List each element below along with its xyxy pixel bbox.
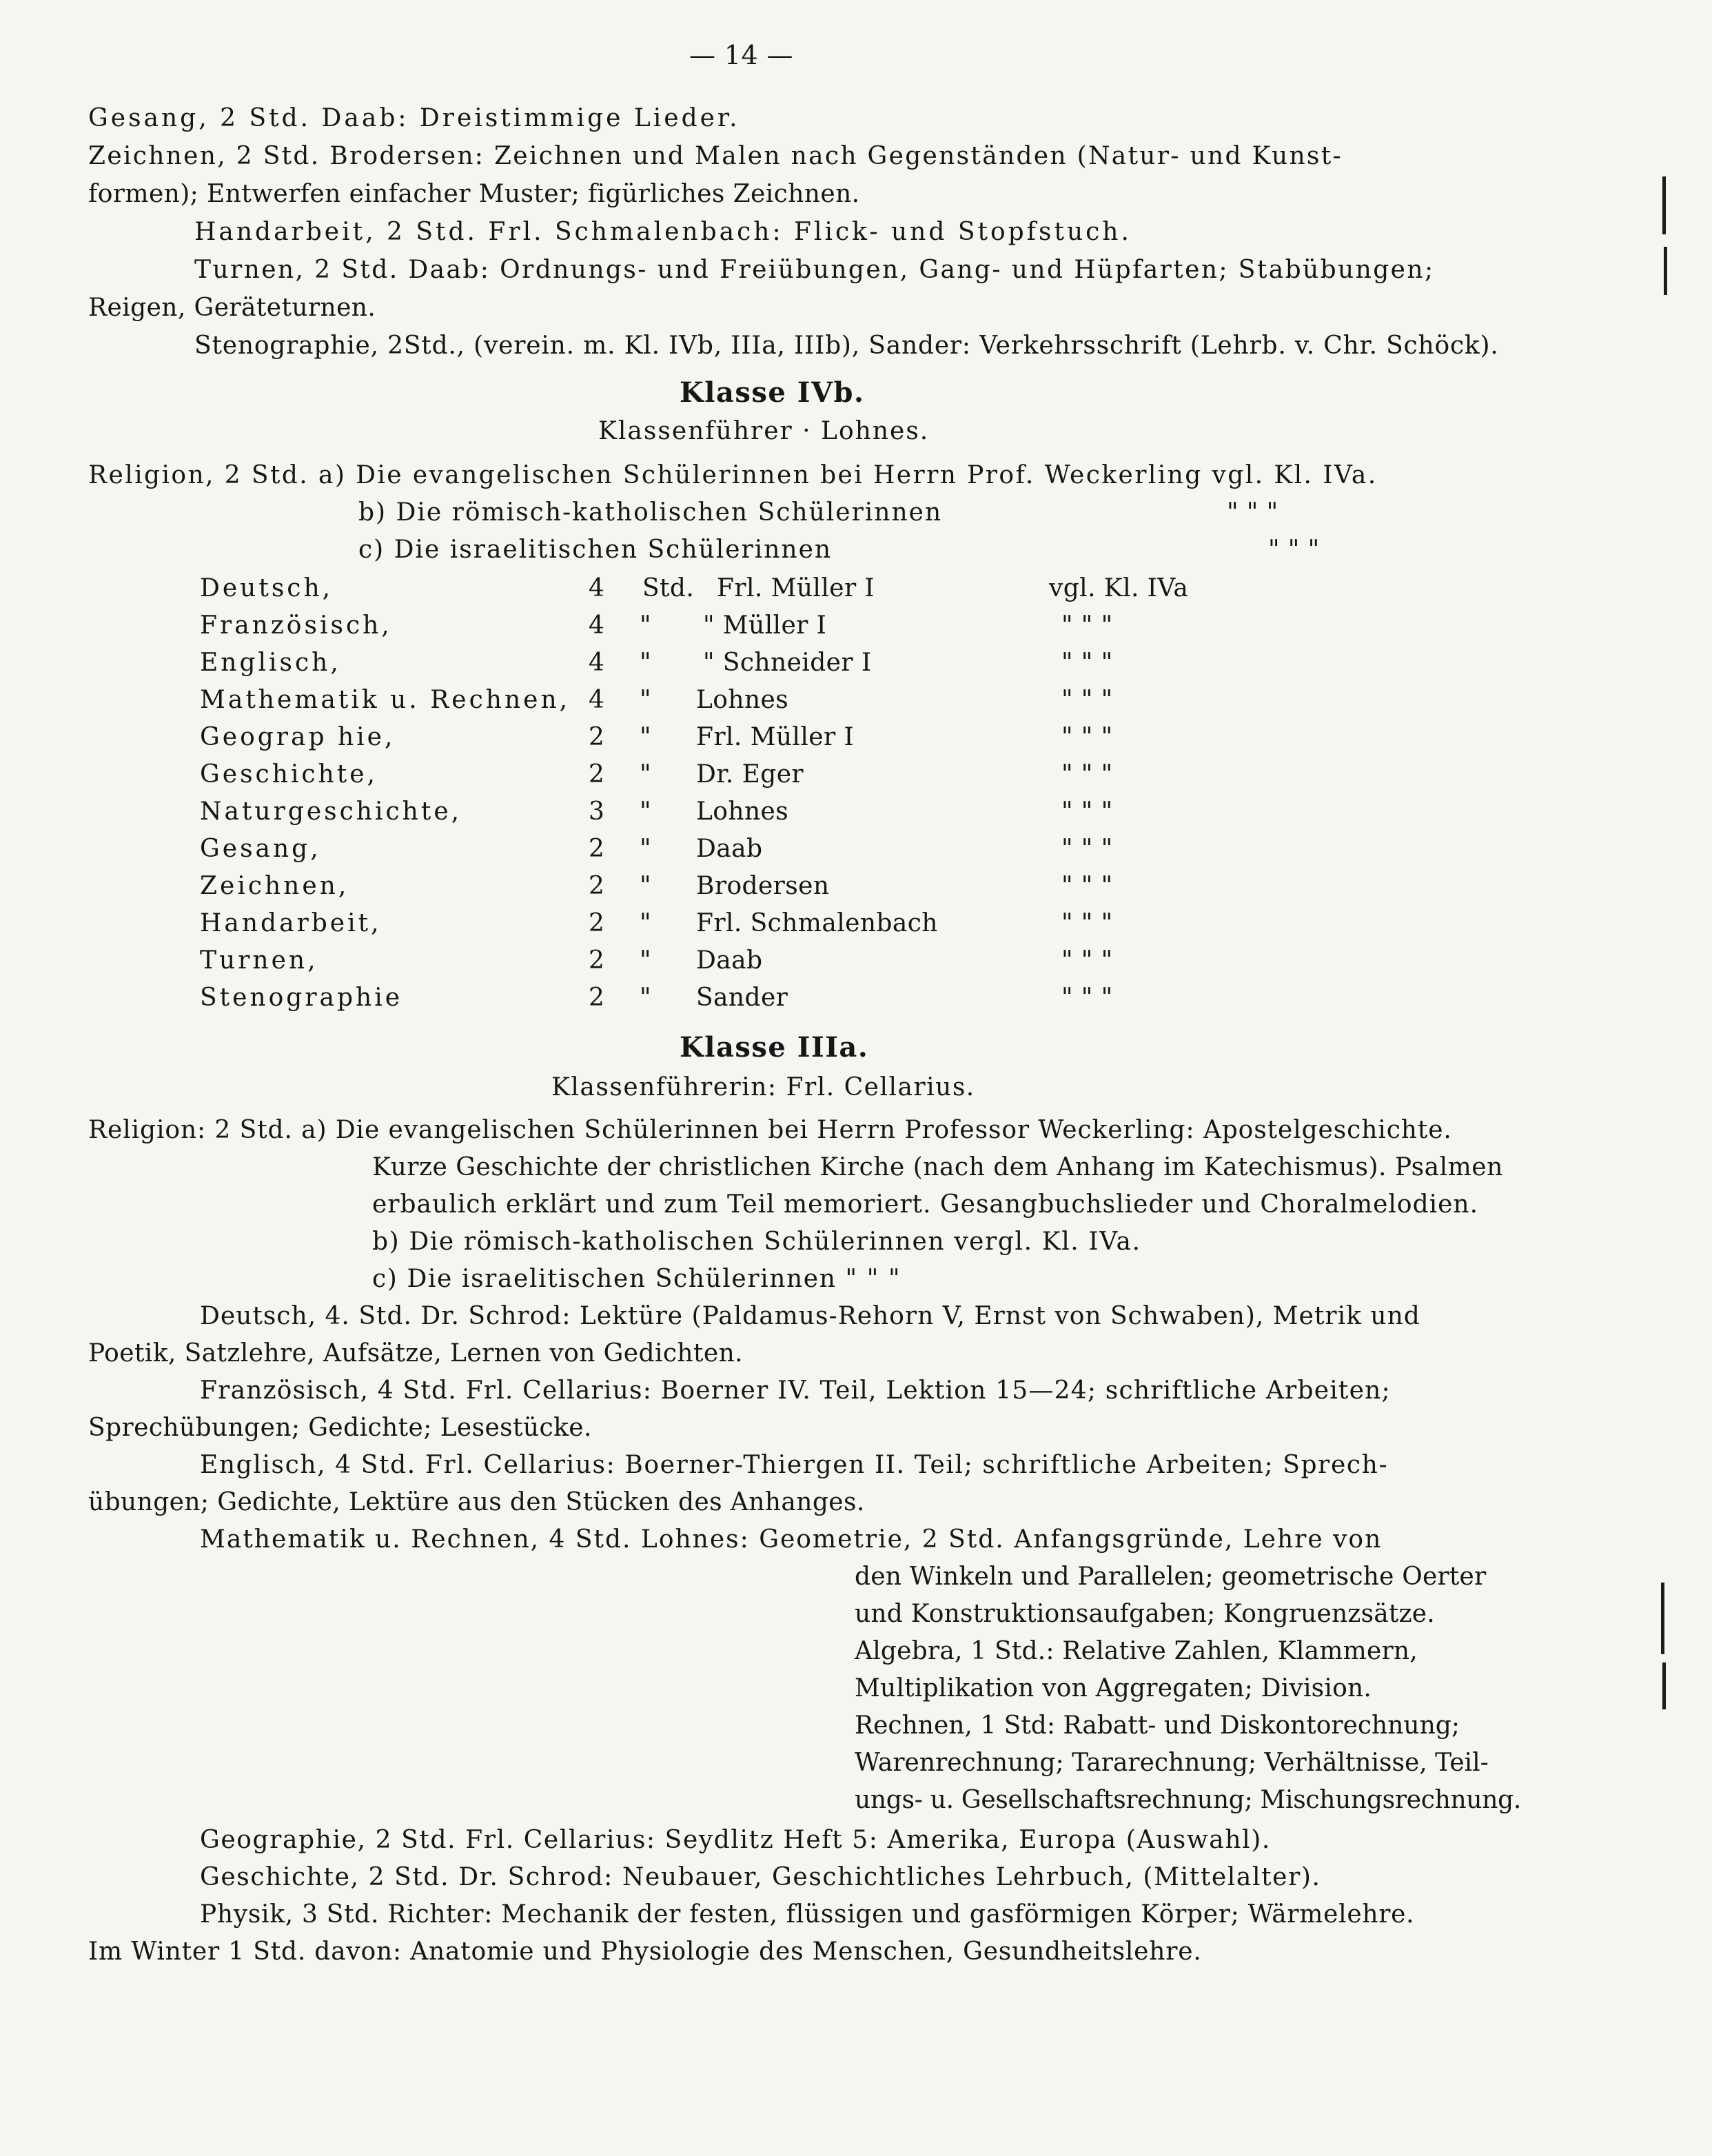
hours-cell: 4 <box>589 686 605 714</box>
teacher-cell: Lohnes <box>696 797 789 826</box>
text-line: c) Die israelitischen Schülerinnen " " " <box>372 1265 901 1293</box>
reference-cell: " " " <box>1061 723 1113 751</box>
reference-cell: " " " <box>1061 760 1113 789</box>
teacher-cell: " Müller I <box>703 611 827 640</box>
intro-line: Zeichnen, 2 Std. Brodersen: Zeichnen und Malen nach Gegenständen (Natur- und Kunst- <box>88 142 1343 170</box>
text-line: Rechnen, 1 Std: Rabatt- und Diskontorechnung; <box>855 1711 1460 1740</box>
bleed-mark <box>1661 1583 1664 1654</box>
hours-cell: 4 <box>589 611 605 640</box>
reference-cell: " " " <box>1061 649 1113 677</box>
text-line: Religion: 2 Std. a) Die evangelischen Schülerinnen bei Herrn Professor Weckerling: Apostelgeschichte. <box>88 1116 1452 1144</box>
teacher-cell: Frl. Müller I <box>717 574 875 602</box>
page-number: — 14 — <box>689 40 793 70</box>
unit-cell: " <box>640 946 651 975</box>
text-line: Multiplikation von Aggregaten; Division. <box>855 1674 1372 1702</box>
subject-cell: Handarbeit, <box>200 909 382 937</box>
ditto-marks: " " " <box>1227 498 1278 527</box>
text-line: Warenrechnung; Tararechnung; Verhältnisse, Teil- <box>855 1749 1489 1777</box>
intro-line: Stenographie, 2Std., (verein. m. Kl. IVb, IIIa, IIIb), Sander: Verkehrsschrift (Lehrb. v. Chr. Schöck). <box>194 332 1499 360</box>
reference-cell: " " " <box>1061 797 1113 826</box>
intro-line: Handarbeit, 2 Std. Frl. Schmalenbach: Flick- und Stopfstuch. <box>194 218 1132 246</box>
bleed-mark <box>1662 1662 1666 1709</box>
text-line: Französisch, 4 Std. Frl. Cellarius: Boerner IV. Teil, Lektion 15—24; schriftliche Arbeiten; <box>200 1376 1391 1405</box>
teacher-cell: Frl. Müller I <box>696 723 855 751</box>
subject-cell: Zeichnen, <box>200 872 349 900</box>
text-line: Algebra, 1 Std.: Relative Zahlen, Klammern, <box>855 1637 1418 1665</box>
ditto-marks: " " " <box>1268 536 1320 564</box>
text-line: und Konstruktionsaufgaben; Kongruenzsätze. <box>855 1600 1435 1628</box>
religion-line: b) Die römisch-katholischen Schülerinnen <box>358 498 943 527</box>
bleed-mark <box>1662 176 1666 234</box>
subject-cell: Naturgeschichte, <box>200 797 462 826</box>
religion-line: Religion, 2 Std. a) Die evangelischen Schülerinnen bei Herrn Prof. Weckerling vgl. Kl. IVa. <box>88 461 1378 489</box>
subject-cell: Stenographie <box>200 984 403 1012</box>
class-leader-ivb: Klassenführer · Lohnes. <box>598 417 930 445</box>
teacher-cell: Daab <box>696 835 763 863</box>
bleed-mark <box>1664 247 1667 295</box>
teacher-cell: " Schneider I <box>703 649 872 677</box>
section-heading-ivb: Klasse IVb. <box>680 376 865 409</box>
religion-line: c) Die israelitischen Schülerinnen <box>358 536 833 564</box>
text-line: Kurze Geschichte der christlichen Kirche (nach dem Anhang im Katechismus). Psalmen <box>372 1153 1503 1181</box>
subject-cell: Gesang, <box>200 835 321 863</box>
hours-cell: 2 <box>589 835 605 863</box>
text-line: übungen; Gedichte, Lektüre aus den Stücken des Anhanges. <box>88 1488 865 1516</box>
unit-cell: " <box>640 611 651 640</box>
unit-cell: " <box>640 835 651 863</box>
text-line: Sprechübungen; Gedichte; Lesestücke. <box>88 1414 592 1442</box>
hours-cell: 4 <box>589 574 605 602</box>
subject-cell: Französisch, <box>200 611 392 640</box>
intro-line: Turnen, 2 Std. Daab: Ordnungs- und Freiübungen, Gang- und Hüpfarten; Stabübungen; <box>194 256 1435 284</box>
unit-cell: " <box>640 649 651 677</box>
intro-line: Gesang, 2 Std. Daab: Dreistimmige Lieder. <box>88 104 740 132</box>
unit-cell: Std. <box>642 574 695 602</box>
teacher-cell: Lohnes <box>696 686 789 714</box>
text-line: den Winkeln und Parallelen; geometrische Oerter <box>855 1563 1487 1591</box>
text-line: Geschichte, 2 Std. Dr. Schrod: Neubauer, Geschichtliches Lehrbuch, (Mittelalter). <box>200 1863 1321 1891</box>
reference-cell: " " " <box>1061 686 1113 714</box>
subject-cell: Englisch, <box>200 649 341 677</box>
section-heading-iiia: Klasse IIIa. <box>680 1031 869 1064</box>
reference-cell: " " " <box>1061 872 1113 900</box>
text-line: Mathematik u. Rechnen, 4 Std. Lohnes: Geometrie, 2 Std. Anfangsgründe, Lehre von <box>200 1525 1383 1554</box>
subject-cell: Deutsch, <box>200 574 334 602</box>
teacher-cell: Dr. Eger <box>696 760 804 789</box>
text-line: erbaulich erklärt und zum Teil memoriert. Gesangbuchslieder und Choralmelodien. <box>372 1190 1479 1219</box>
reference-cell: " " " <box>1061 909 1113 937</box>
teacher-cell: Frl. Schmalenbach <box>696 909 938 937</box>
teacher-cell: Brodersen <box>696 872 830 900</box>
unit-cell: " <box>640 872 651 900</box>
reference-cell: " " " <box>1061 946 1113 975</box>
subject-cell: Geograp hie, <box>200 723 396 751</box>
teacher-cell: Daab <box>696 946 763 975</box>
reference-cell: " " " <box>1061 611 1113 640</box>
unit-cell: " <box>640 909 651 937</box>
text-line: Geographie, 2 Std. Frl. Cellarius: Seydlitz Heft 5: Amerika, Europa (Auswahl). <box>200 1826 1271 1854</box>
hours-cell: 2 <box>589 872 605 900</box>
teacher-cell: Sander <box>696 984 788 1012</box>
hours-cell: 2 <box>589 984 605 1012</box>
reference-cell: vgl. Kl. IVa <box>1049 574 1189 602</box>
subject-cell: Mathematik u. Rechnen, <box>200 686 571 714</box>
text-line: Deutsch, 4. Std. Dr. Schrod: Lektüre (Paldamus-Rehorn V, Ernst von Schwaben), Metrik und <box>200 1302 1420 1330</box>
hours-cell: 3 <box>589 797 605 826</box>
hours-cell: 2 <box>589 909 605 937</box>
unit-cell: " <box>640 760 651 789</box>
unit-cell: " <box>640 797 651 826</box>
reference-cell: " " " <box>1061 835 1113 863</box>
hours-cell: 2 <box>589 760 605 789</box>
unit-cell: " <box>640 723 651 751</box>
hours-cell: 2 <box>589 723 605 751</box>
text-line: Englisch, 4 Std. Frl. Cellarius: Boerner-Thiergen II. Teil; schriftliche Arbeiten; Sprech- <box>200 1451 1389 1479</box>
subject-cell: Turnen, <box>200 946 318 975</box>
unit-cell: " <box>640 686 651 714</box>
hours-cell: 2 <box>589 946 605 975</box>
reference-cell: " " " <box>1061 984 1113 1012</box>
text-line: Im Winter 1 Std. davon: Anatomie und Physiologie des Menschen, Gesundheitslehre. <box>88 1938 1202 1966</box>
class-leader-iiia: Klassenführerin: Frl. Cellarius. <box>551 1073 975 1101</box>
text-line: ungs- u. Gesellschaftsrechnung; Mischungsrechnung. <box>855 1786 1522 1814</box>
unit-cell: " <box>640 984 651 1012</box>
hours-cell: 4 <box>589 649 605 677</box>
text-line: Physik, 3 Std. Richter: Mechanik der festen, flüssigen und gasförmigen Körper; Wärmelehre. <box>200 1900 1415 1929</box>
text-line: Poetik, Satzlehre, Aufsätze, Lernen von Gedichten. <box>88 1339 744 1367</box>
subject-cell: Geschichte, <box>200 760 378 789</box>
text-line: b) Die römisch-katholischen Schülerinnen vergl. Kl. IVa. <box>372 1228 1141 1256</box>
intro-line: formen); Entwerfen einfacher Muster; figürliches Zeichnen. <box>88 180 860 208</box>
intro-line: Reigen, Geräteturnen. <box>88 294 376 322</box>
